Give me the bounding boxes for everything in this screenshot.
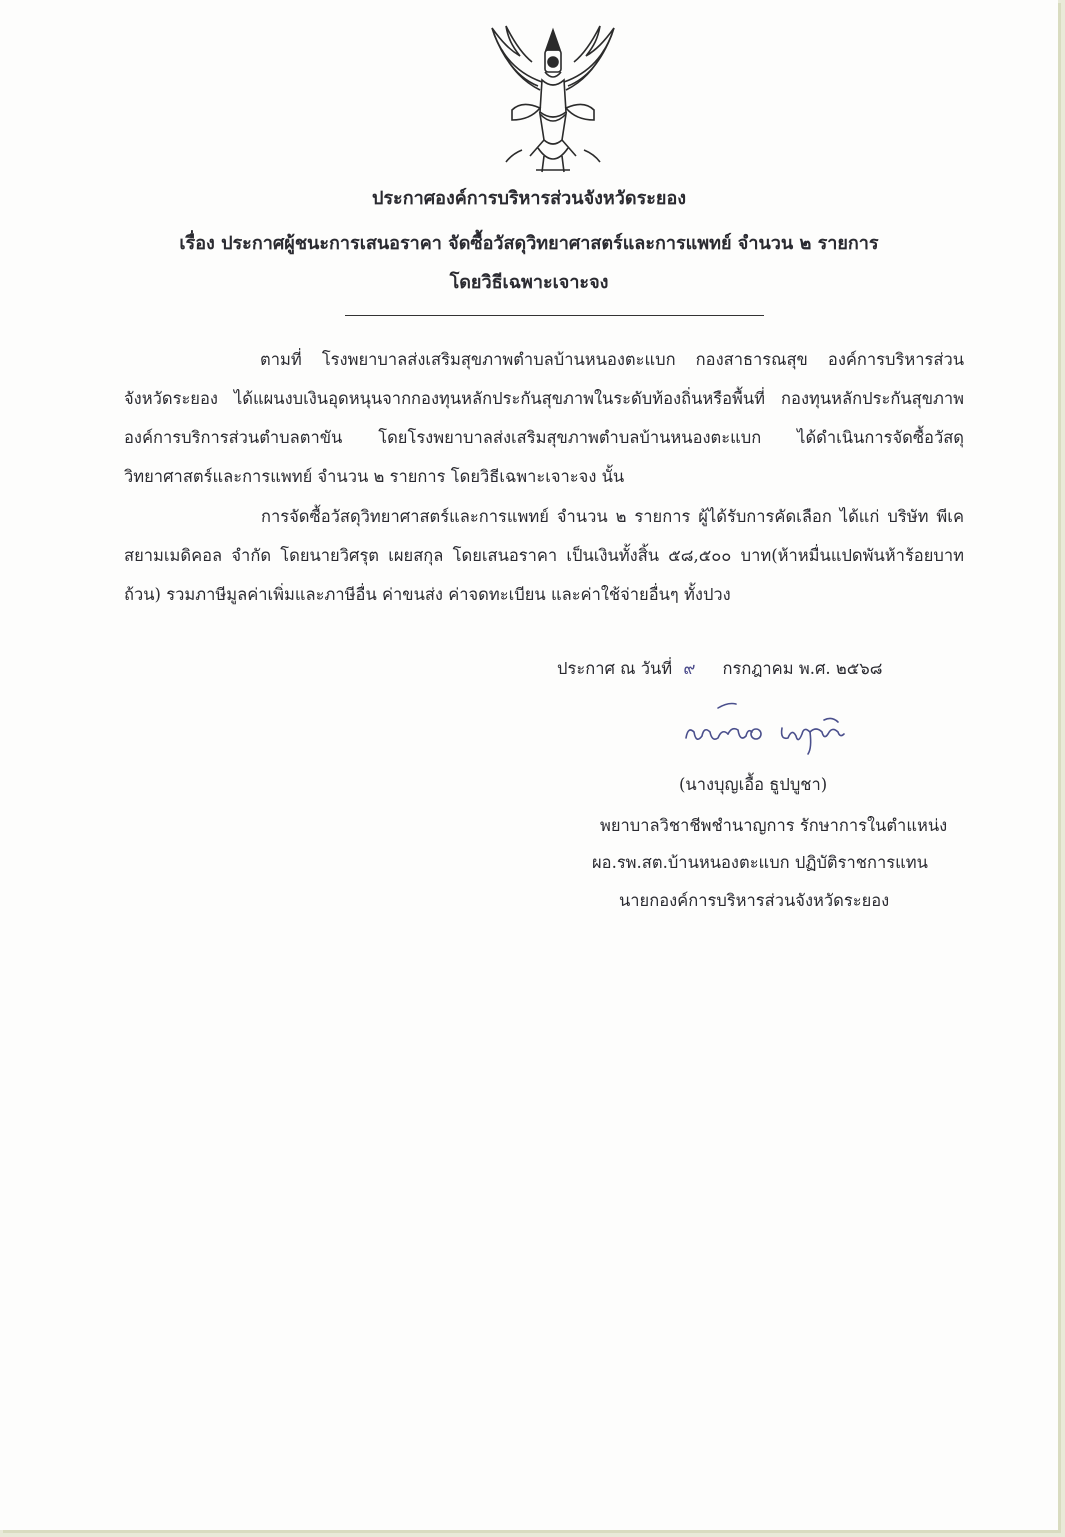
announcement-heading: ประกาศองค์การบริหารส่วนจังหวัดระยอง: [371, 188, 687, 209]
signatory-position-1: พยาบาลวิชาชีพชำนาญการ รักษาการในตำแหน่ง: [600, 816, 948, 835]
announcement-date: [557, 656, 888, 682]
body-paragraph-1: ตามที่ โรงพยาบาลส่งเสริมสุขภาพตำบลบ้านหนองตะแบก กองสาธารณสุข องค์การบริหารส่วนจังหวัดระยอง ได้แผนงบเงินอุดหนุนจากกองทุนหลักประกันสุขภาพในระดับท้องถิ่นหรือพื้นที่ กองทุนหลักประกันสุขภาพองค์การบริการส่วนตำบลตาขัน โดยโรงพยาบาลส่งเสริมสุขภาพตำบลบ้านหนองตะแบก ได้ดำเนินการจัดซื้อวัสดุวิทยาศาสตร์และการแพทย์ จำนวน ๒ รายการ โดยวิธีเฉพาะเจาะจง นั้น: [124, 350, 964, 486]
method-line: โดยวิธีเฉพาะเจาะจง: [449, 272, 609, 293]
date-month-year: กรกฎาคม พ.ศ. ๒๕๖๘: [722, 659, 883, 678]
date-prefix: ประกาศ ณ วันที่: [557, 659, 673, 678]
header-divider: [345, 315, 764, 316]
handwritten-signature: [682, 698, 852, 768]
signatory-position-2: ผอ.รพ.สต.บ้านหนองตะแบก ปฏิบัติราชการแทน: [592, 853, 928, 872]
signatory-name: (นางบุญเอื้อ ธูปบูชา): [679, 775, 828, 794]
body-paragraph-2: การจัดซื้อวัสดุวิทยาศาสตร์และการแพทย์ จำนวน ๒ รายการ ผู้ได้รับการคัดเลือก ได้แก่ บริษัท พีเค สยามเมดิคอล จำกัด โดยนายวิศรุต เผยสกุล โดยเสนอราคา เป็นเงินทั้งสิ้น ๕๘,๕๐๐ บาท(ห้าหมื่นแปดพันห้าร้อยบาทถ้วน) รวมภาษีมูลค่าเพิ่มและภาษีอื่น ค่าขนส่ง ค่าจดทะเบียน และค่าใช้จ่ายอื่นๆ ทั้งปวง: [124, 507, 964, 604]
signatory-position-3: นายกองค์การบริหารส่วนจังหวัดระยอง: [619, 891, 890, 910]
date-day: ๙: [683, 659, 696, 678]
subject-line: เรื่อง ประกาศผู้ชนะการเสนอราคา จัดซื้อวัสดุวิทยาศาสตร์และการแพทย์ จำนวน ๒ รายการ: [179, 233, 879, 254]
garuda-emblem-icon: [482, 20, 624, 180]
